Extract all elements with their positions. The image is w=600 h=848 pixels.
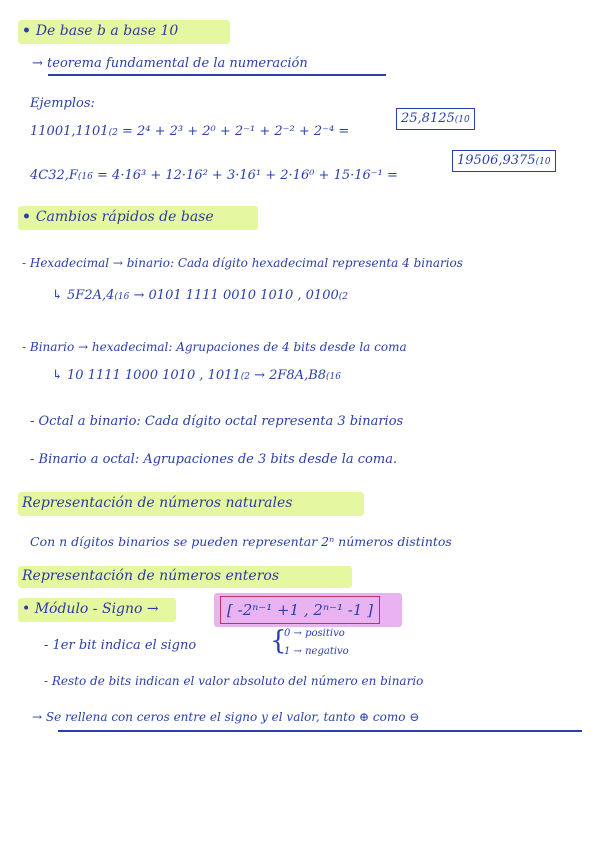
brace-icon: {	[270, 626, 287, 656]
section-heading-base-conversion: • De base b a base 10	[22, 23, 179, 39]
theorem-line: → teorema fundamental de la numeración	[32, 56, 308, 71]
hex-example-line: ↳ 5F2A,4(16 → 0101 1111 0010 1010 , 0100(2	[52, 288, 348, 303]
bin-example-line: ↳ 10 1111 1000 1010 , 1011(2 → 2F8A,B8(16	[52, 368, 341, 383]
bullet-icon: •	[22, 209, 36, 225]
sign-positive: 0 → positivo	[284, 628, 345, 639]
example1-result-box: 25,8125(10	[396, 108, 475, 130]
section-heading-integers: Representación de números enteros	[22, 568, 280, 584]
example2-result-box: 19506,9375(10	[452, 150, 556, 172]
oct-to-bin-line: - Octal a binario: Cada dígito octal representa 3 binarios	[30, 414, 404, 429]
examples-label: Ejemplos:	[30, 96, 95, 111]
example1-line: 11001,1101(2 = 2⁴ + 2³ + 2⁰ + 2⁻¹ + 2⁻² + 2⁻⁴ =	[30, 124, 350, 139]
section-heading-quick-change: • Cambios rápidos de base	[22, 209, 214, 225]
natural-text-line: Con n dígitos binarios se pueden representar 2ⁿ números distintos	[30, 534, 452, 549]
module-sign-label: • Módulo - Signo →	[22, 601, 159, 617]
range-box: [ -2ⁿ⁻¹ +1 , 2ⁿ⁻¹ -1 ]	[220, 596, 380, 624]
theorem-underline	[48, 74, 386, 76]
example2-line: 4C32,F(16 = 4·16³ + 12·16² + 3·16¹ + 2·16⁰ + 15·16⁻¹ =	[30, 168, 398, 183]
sign-negative: 1 → negativo	[284, 646, 349, 657]
bin-to-hex-line: - Binario → hexadecimal: Agrupaciones de 4 bits desde la coma	[22, 340, 407, 354]
first-bit-line: - 1er bit indica el signo	[44, 638, 197, 653]
fill-zero-underline	[58, 730, 582, 732]
hex-to-bin-line: - Hexadecimal → binario: Cada dígito hexadecimal representa 4 binarios	[22, 256, 463, 270]
section-heading-natural: Representación de números naturales	[22, 495, 293, 511]
fill-zero-line: → Se rellena con ceros entre el signo y el valor, tanto ⊕ como ⊖	[32, 710, 420, 724]
bullet-icon: •	[22, 23, 36, 39]
bin-to-oct-line: - Binario a octal: Agrupaciones de 3 bits desde la coma.	[30, 452, 398, 467]
rest-bits-line: - Resto de bits indican el valor absoluto del número en binario	[44, 674, 424, 688]
